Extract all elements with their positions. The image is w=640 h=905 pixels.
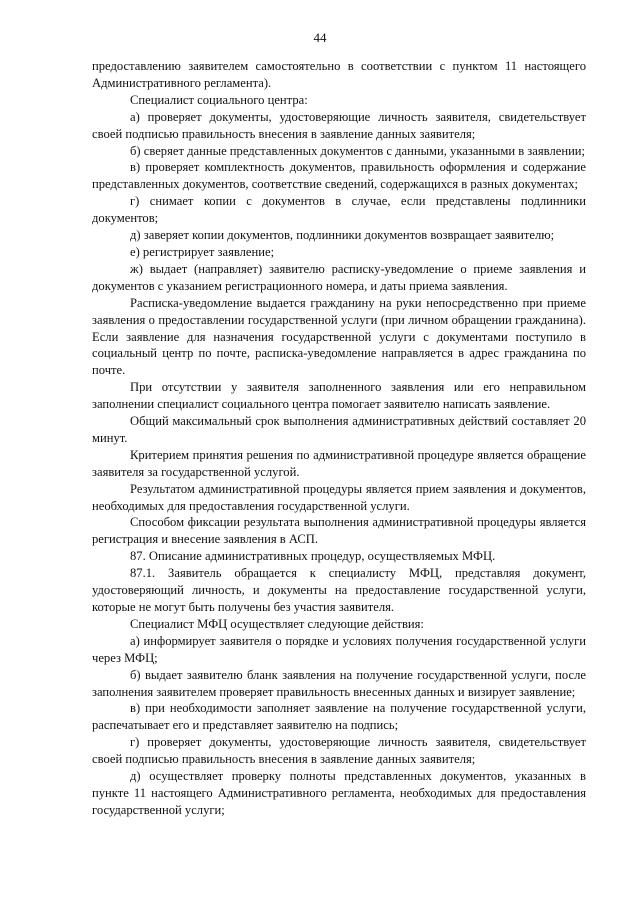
paragraph: ж) выдает (направляет) заявителю расписку-уведомление о приеме заявления и документов с указанием регистрационного номера, и даты приема заявления. xyxy=(92,261,586,293)
paragraph: д) заверяет копии документов, подлинники документов возвращает заявителю; xyxy=(130,228,555,243)
paragraph: а) информирует заявителя о порядке и условиях получения государственной услуги через МФЦ; xyxy=(92,633,586,665)
paragraph: б) сверяет данные представленных документов с данными, указанными в заявлении; xyxy=(130,143,586,158)
paragraph: Специалист МФЦ осуществляет следующие действия: xyxy=(130,616,424,631)
paragraph: предоставлению заявителем самостоятельно в соответствии с пунктом 11 настоящего Административного регламента). xyxy=(92,59,586,90)
paragraph: б) выдает заявителю бланк заявления на получение государственной услуги, после заполнения заявителем проверяет правильность внесенных данных и визирует заявление; xyxy=(92,667,586,699)
paragraph: 87.1. Заявитель обращается к специалисту МФЦ, представляя документ, удостоверяющий личность, и документы на предоставление государственной услуги, которые не могут быть получены без участия заявителя. xyxy=(92,566,586,614)
paragraph: а) проверяет документы, удостоверяющие личность заявителя, свидетельствует своей подписью правильность внесения в заявление данных заявителя; xyxy=(92,109,586,141)
paragraph: Критерием принятия решения по административной процедуре является обращение заявителя за государственной услугой. xyxy=(92,447,586,479)
paragraph: 87. Описание административных процедур, осуществляемых МФЦ. xyxy=(130,549,496,564)
paragraph: в) проверяет комплектность документов, правильность оформления и содержание представленных документов, соответствие сведений, содержащихся в разных документах; xyxy=(92,160,586,192)
paragraph: Специалист социального центра: xyxy=(130,92,308,107)
paragraph: Расписка-уведомление выдается гражданину на руки непосредственно при приеме заявления о предоставлении государственной услуги (при личном обращении гражданина). Если заявление для назначения государственной услуги с документами поступило в социальный центр по почте, расписка-уведомление направляется в адрес гражданина по почте. xyxy=(92,295,586,378)
paragraph: е) регистрирует заявление; xyxy=(130,244,275,259)
page-number: 44 xyxy=(313,30,327,45)
paragraph: Результатом административной процедуры является прием заявления и документов, необходимых для предоставления государственной услуги. xyxy=(92,481,586,513)
paragraph: При отсутствии у заявителя заполненного заявления или его неправильном заполнении специалист социального центра помогает заявителю написать заявление. xyxy=(92,380,586,412)
paragraph: Способом фиксации результата выполнения административной процедуры является регистрация и внесение заявления в АСП. xyxy=(92,515,586,547)
paragraph: в) при необходимости заполняет заявление на получение государственной услуги, распечатывает его и представляет заявителю на подпись; xyxy=(92,701,586,733)
paragraph: г) снимает копии с документов в случае, если представлены подлинники документов; xyxy=(92,194,586,226)
paragraph: Общий максимальный срок выполнения административных действий составляет 20 минут. xyxy=(92,414,586,445)
paragraph: г) проверяет документы, удостоверяющие личность заявителя, свидетельствует своей подписью правильность внесения в заявление данных заявителя; xyxy=(92,735,586,767)
paragraph: д) осуществляет проверку полноты представленных документов, указанных в пункте 11 настоящего Административного регламента, необходимых для предоставления государственной услуги; xyxy=(92,769,586,817)
document-body xyxy=(92,58,586,819)
